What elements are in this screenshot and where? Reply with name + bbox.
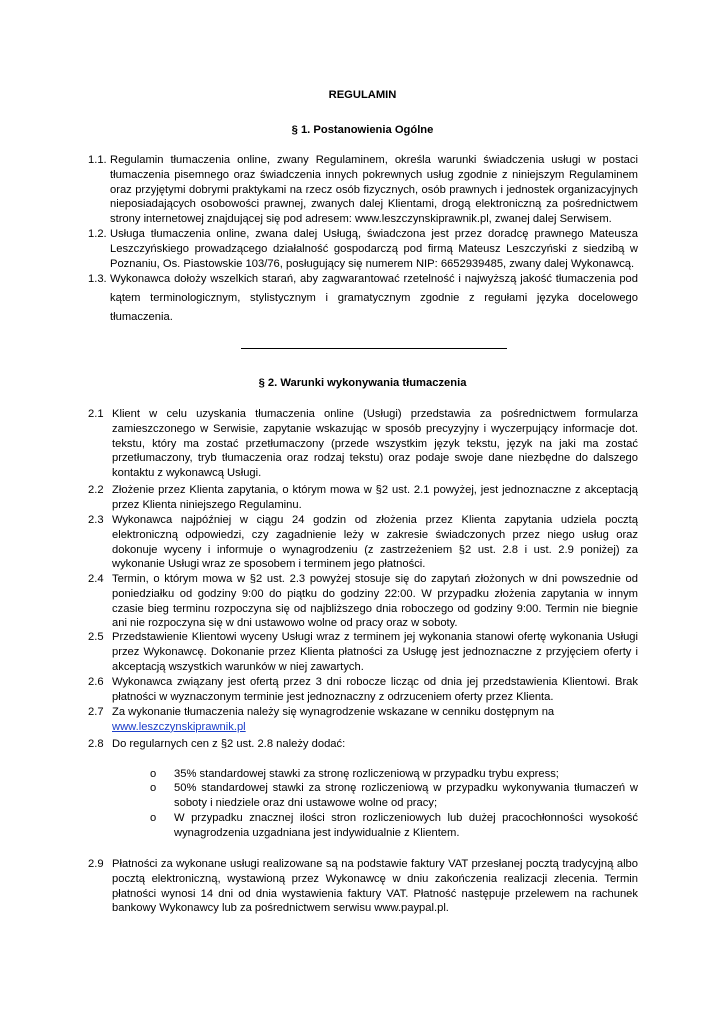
document-title: REGULAMIN xyxy=(328,89,397,101)
clause-number: 1.1. xyxy=(88,154,107,166)
clause-number: 2.6 xyxy=(88,676,104,688)
clause-text: Złożenie przez Klienta zapytania, o którym mowa w §2 ust. 2.1 powyżej, jest jednoznaczne z akceptacją przez Klienta niniejszego Regulaminu. xyxy=(112,484,638,511)
bullet-marker: o xyxy=(150,812,157,824)
section-2-heading: § 2. Warunki wykonywania tłumaczenia xyxy=(258,377,467,389)
clause-1-1 xyxy=(88,153,638,227)
clause-2-7 xyxy=(88,705,638,735)
bullet-item xyxy=(150,767,638,782)
bullet-item xyxy=(150,781,638,811)
clause-text-body: Za wykonanie tłumaczenia należy się wynagrodzenie wskazane w cenniku dostępnym na xyxy=(112,706,555,718)
clause-text: Wykonawca związany jest ofertą przez 3 dni robocze licząc od dnia jej przedstawienia Klientowi. Brak płatności w wyznaczonym terminie jest jednoznaczny z odrzuceniem oferty przez Klienta. xyxy=(112,676,638,703)
clause-number: 2.3 xyxy=(88,514,104,526)
clause-text: Termin, o którym mowa w §2 ust. 2.3 powyżej stosuje się do zapytań złożonych w dni powszednie od poniedziałku od godziny 9:00 do piątku do godziny 22:00. W przypadku złożenia zapytania w innym czasie bieg terminu rozpoczyna się od najbliższego dnia roboczego od godziny 9:00. Termin nie biegnie ani nie rozpoczyna się w dni ustawowo wolne od pracy oraz w soboty. xyxy=(112,573,638,630)
clause-text: Wykonawca najpóźniej w ciągu 24 godzin od złożenia przez Klienta zapytania udziela pocztą elektroniczną odpowiedzi, czy zagadnienie leży w zakresie świadczonych przez niego usług oraz dokonuje wyceny i informuje o wynagrodzeniu (z zastrzeżeniem §2 ust. 2.8 i ust. 2.9 poniżej) za wykonanie Usługi wraz ze sposobem i terminem jego płatności. xyxy=(112,514,638,571)
clause-text: Płatności za wykonane usługi realizowane są na podstawie faktury VAT przesłanej pocztą tradycyjną albo pocztą elektroniczną, wystawioną przez Wykonawcę w dniu zakończenia realizacji zlecenia. Termin płatności wynosi 14 dni od dnia wystawienia faktury VAT. Płatność następuje przelewem na rachunek bankowy Wykonawcy lub za pośrednictwem serwisu www.paypal.pl. xyxy=(112,858,638,915)
clause-text: Klient w celu uzyskania tłumaczenia online (Usługi) przedstawia za pośrednictwem formularza zamieszczonego w Serwisie, zapytanie wskazując w sposób precyzyjny i wyczerpujący informacje dot. tekstu, który ma zostać przetłumaczony (przede wszystkim język tekstu, język na jaki ma zostać przetłumaczony, tryb tłumaczenia oraz rodzaj tekstu) oraz podaje swoje dane niezbędne do dalszego kontaktu z wykonawcą Usługi. xyxy=(112,408,638,480)
clause-number: 1.3. xyxy=(88,273,107,285)
bullet-item xyxy=(150,811,638,841)
bullet-text: W przypadku znacznej ilości stron rozliczeniowych lub dużej pracochłonności wysokość wynagrodzenia uzgadniana jest indywidualnie z Klientem. xyxy=(174,812,638,839)
clause-number: 2.1 xyxy=(88,408,104,420)
bullet-marker: o xyxy=(150,768,157,780)
clause-2-5 xyxy=(88,630,638,674)
clause-1-3 xyxy=(88,270,638,327)
bullet-marker: o xyxy=(150,782,157,794)
clause-text: Regulamin tłumaczenia online, zwany Regulaminem, określa warunki świadczenia usługi w postaci tłumaczenia pisemnego oraz świadczenia innych pokrewnych usług zgodnie z niniejszym Regulaminem oraz przyjętymi dobrymi praktykami na rzecz osób fizycznych, osób prawnych i jednostek organizacyjnych nieposiadających osobowości prawnej, zwanych dalej Klientami, drogą elektroniczną za pośrednictwem strony internetowej znajdującej się pod adresem: www.leszczynskiprawnik.pl, zwanej dalej Serwisem. xyxy=(110,154,638,226)
clause-number: 2.7 xyxy=(88,706,104,718)
clause-2-8 xyxy=(88,737,638,752)
clause-text: Przedstawienie Klientowi wyceny Usługi wraz z terminem jej wykonania stanowi ofertę wykonania Usługi przez Wykonawcę. Dokonanie przez Klienta płatności za Usługę jest jednoznaczne z przyjęciem oferty i akceptacją wszystkich warunków w niej zawartych. xyxy=(112,631,638,673)
bullet-text: 50% standardowej stawki za stronę rozliczeniową w przypadku wykonywania tłumaczeń w soboty i niedziele oraz dni ustawowe wolne od pracy; xyxy=(174,782,638,809)
clause-2-1 xyxy=(88,407,638,481)
clause-number: 2.9 xyxy=(88,858,104,870)
clause-2-9 xyxy=(88,857,638,916)
clause-number: 2.4 xyxy=(88,573,104,585)
clause-number: 2.5 xyxy=(88,631,104,643)
clause-2-2 xyxy=(88,483,638,513)
clause-text xyxy=(112,705,638,735)
clause-2-6 xyxy=(88,675,638,705)
clause-text: Do regularnych cen z §2 ust. 2.8 należy dodać: xyxy=(112,738,346,750)
clause-number: 1.2. xyxy=(88,228,107,240)
bullet-text: 35% standardowej stawki za stronę rozliczeniową w przypadku trybu express; xyxy=(174,768,559,780)
section-divider xyxy=(241,348,507,349)
section-1-heading: § 1. Postanowienia Ogólne xyxy=(291,124,434,136)
clause-2-4 xyxy=(88,572,638,631)
clause-2-3 xyxy=(88,513,638,572)
clause-1-2 xyxy=(88,227,638,271)
clause-text: Wykonawca dołoży wszelkich starań, aby zagwarantować rzetelność i najwyższą jakość tłumaczenia pod kątem terminologicznym, stylistycznym i gramatycznym zgodnie z regułami języka docelowego tłumaczenia. xyxy=(110,273,638,323)
clause-number: 2.8 xyxy=(88,738,104,750)
clause-text: Usługa tłumaczenia online, zwana dalej Usługą, świadczona jest przez doradcę prawnego Mateusza Leszczyńskiego prowadzącego działalność gospodarczą pod firmą Mateusz Leszczyński z siedzibą w Poznaniu, Os. Piastowskie 103/76, posługujący się numerem NIP: 6652939485, zwany dalej Wykonawcą. xyxy=(110,228,638,270)
clause-number: 2.2 xyxy=(88,484,104,496)
website-link[interactable]: www.leszczynskiprawnik.pl xyxy=(112,720,246,733)
